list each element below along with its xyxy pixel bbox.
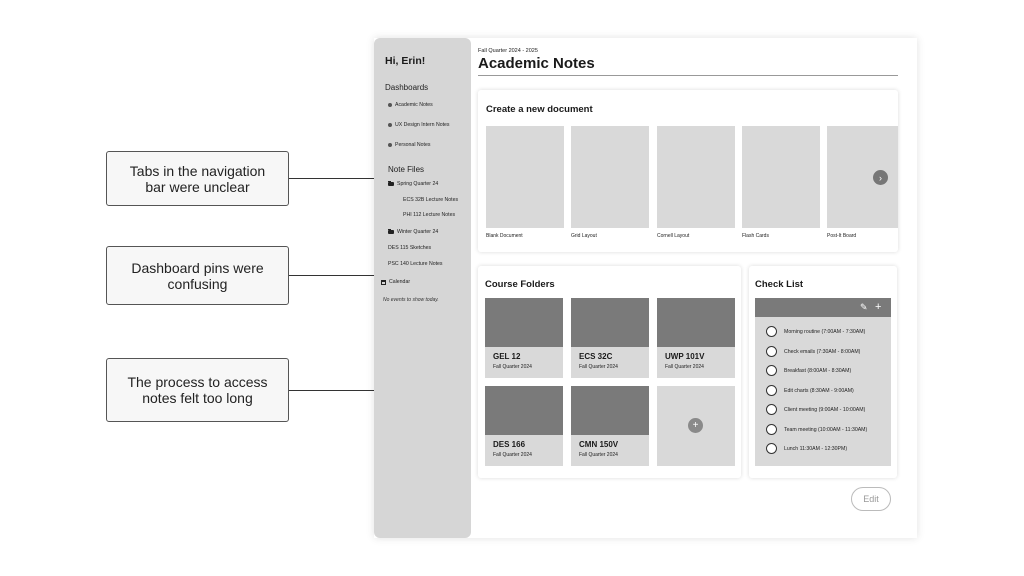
folder-term: Fall Quarter 2024 — [579, 452, 618, 458]
folder-name: ECS 32C — [579, 352, 613, 361]
checklist-panel — [755, 298, 891, 466]
checkbox-circle-icon[interactable] — [766, 326, 777, 337]
template-blank-document[interactable] — [486, 126, 564, 228]
callout-connector — [289, 178, 385, 179]
sidebar-item-label: PHI 112 Lecture Notes — [403, 212, 456, 218]
checkbox-circle-icon[interactable] — [766, 404, 777, 415]
plus-icon: + — [688, 418, 703, 433]
folder-name: GEL 12 — [493, 352, 521, 361]
sidebar-item-ux-design-intern-notes[interactable] — [388, 122, 450, 128]
folder-name: DES 166 — [493, 440, 526, 449]
folder-term: Fall Quarter 2024 — [665, 364, 704, 370]
sidebar-item-label: DES 115 Sketches — [388, 245, 432, 251]
course-folder-uwp-101v[interactable] — [657, 298, 735, 378]
checklist-card — [749, 266, 897, 478]
folder-name: UWP 101V — [665, 352, 705, 361]
checklist-item-label: Client meeting (9:00AM - 10:00AM) — [784, 406, 866, 413]
page-title: Academic Notes — [478, 55, 595, 72]
pin-dot-icon — [388, 103, 392, 107]
course-folder-gel-12[interactable] — [485, 298, 563, 378]
folder-cover — [657, 298, 735, 347]
checkbox-circle-icon[interactable] — [766, 346, 777, 357]
create-document-title: Create a new document — [486, 104, 593, 115]
pencil-icon[interactable]: ✎ — [860, 302, 868, 312]
template-grid-layout[interactable] — [571, 126, 649, 228]
checklist-item-label: Team meeting (10:00AM - 11:30AM) — [784, 426, 868, 433]
course-folders-card — [478, 266, 741, 478]
callout-nav-tabs: Tabs in the navigation bar were unclear — [106, 151, 289, 206]
sidebar-item-des-115[interactable] — [388, 245, 431, 251]
checklist-item[interactable] — [766, 424, 867, 435]
sidebar-item-label: Spring Quarter 24 — [397, 181, 439, 187]
folder-term: Fall Quarter 2024 — [493, 452, 532, 458]
checklist-item-label: Edit charts (8:30AM - 9:00AM) — [784, 387, 854, 394]
course-folders-title: Course Folders — [485, 279, 555, 290]
sidebar-item-calendar[interactable] — [381, 279, 410, 285]
template-label: Post-It Board — [827, 233, 857, 239]
template-label: Flash Cards — [742, 233, 769, 239]
add-folder-button[interactable] — [657, 386, 735, 466]
checklist-title: Check List — [755, 279, 804, 290]
checkbox-circle-icon[interactable] — [766, 424, 777, 435]
sidebar-item-label: Calendar — [389, 279, 411, 285]
course-folder-cmn-150v[interactable] — [571, 386, 649, 466]
callout-dashboard-pins: Dashboard pins were confusing — [106, 246, 289, 305]
sidebar-item-ecs-32b[interactable] — [403, 197, 458, 203]
template-flash-cards[interactable] — [742, 126, 820, 228]
folder-name: CMN 150V — [579, 440, 619, 449]
checklist-item-label: Lunch 11:30AM - 12:30PM) — [784, 445, 848, 452]
sidebar-item-label: Academic Notes — [395, 102, 433, 108]
checklist-item[interactable] — [766, 326, 865, 337]
checklist-item[interactable] — [766, 385, 854, 396]
template-label: Blank Document — [486, 233, 523, 239]
sidebar-item-personal-notes[interactable] — [388, 142, 430, 148]
folder-term: Fall Quarter 2024 — [579, 364, 618, 370]
app-window — [374, 38, 917, 538]
plus-icon[interactable]: + — [875, 301, 882, 313]
checklist-item-label: Breakfast (8:00AM - 8:30AM) — [784, 367, 852, 374]
course-folder-des-166[interactable] — [485, 386, 563, 466]
folder-term: Fall Quarter 2024 — [493, 364, 532, 370]
checkbox-circle-icon[interactable] — [766, 365, 777, 376]
note-files-heading: Note Files — [388, 165, 425, 174]
template-label: Grid Layout — [571, 233, 597, 239]
sidebar-item-label: UX Design Intern Notes — [395, 122, 450, 128]
callout-access-process: The process to access notes felt too long — [106, 358, 289, 422]
sidebar-item-psc-140[interactable] — [388, 261, 443, 267]
checklist-item[interactable] — [766, 443, 847, 454]
pin-dot-icon — [388, 123, 392, 127]
sidebar-item-label: Personal Notes — [395, 142, 431, 148]
sidebar-folder-spring[interactable] — [388, 181, 438, 187]
folder-cover — [485, 386, 563, 435]
calendar-icon — [381, 280, 386, 285]
checklist-toolbar — [755, 298, 891, 317]
course-folder-ecs-32c[interactable] — [571, 298, 649, 378]
checklist-item-label: Check emails (7:30AM - 8:00AM) — [784, 348, 861, 355]
checklist-item-label: Morning routine (7:00AM - 7:30AM) — [784, 328, 866, 335]
sidebar-item-label: PSC 140 Lecture Notes — [388, 261, 443, 267]
sidebar-item-label: Winter Quarter 24 — [397, 229, 439, 235]
folder-icon — [388, 230, 394, 234]
folder-icon — [388, 182, 394, 186]
sidebar-item-phi-112[interactable] — [403, 212, 455, 218]
page-subtitle: Fall Quarter 2024 - 2025 — [478, 48, 538, 54]
sidebar-folder-winter[interactable] — [388, 229, 438, 235]
folder-cover — [571, 386, 649, 435]
checklist-item[interactable] — [766, 346, 860, 357]
pin-dot-icon — [388, 143, 392, 147]
greeting: Hi, Erin! — [385, 55, 426, 67]
title-divider — [478, 75, 898, 76]
checklist-item[interactable] — [766, 365, 851, 376]
template-cornell-layout[interactable] — [657, 126, 735, 228]
folder-cover — [485, 298, 563, 347]
sidebar-item-label: ECS 32B Lecture Notes — [403, 197, 459, 203]
checkbox-circle-icon[interactable] — [766, 385, 777, 396]
create-document-card — [478, 90, 898, 252]
template-label: Cornell Layout — [657, 233, 690, 239]
chevron-right-icon[interactable]: › — [873, 170, 888, 185]
sidebar-item-academic-notes[interactable] — [388, 102, 433, 108]
checklist-item[interactable] — [766, 404, 865, 415]
edit-button[interactable]: Edit — [851, 487, 891, 511]
sidebar — [374, 38, 471, 538]
no-events-message: No events to show today. — [383, 297, 439, 303]
checkbox-circle-icon[interactable] — [766, 443, 777, 454]
folder-cover — [571, 298, 649, 347]
dashboards-heading: Dashboards — [385, 83, 429, 92]
